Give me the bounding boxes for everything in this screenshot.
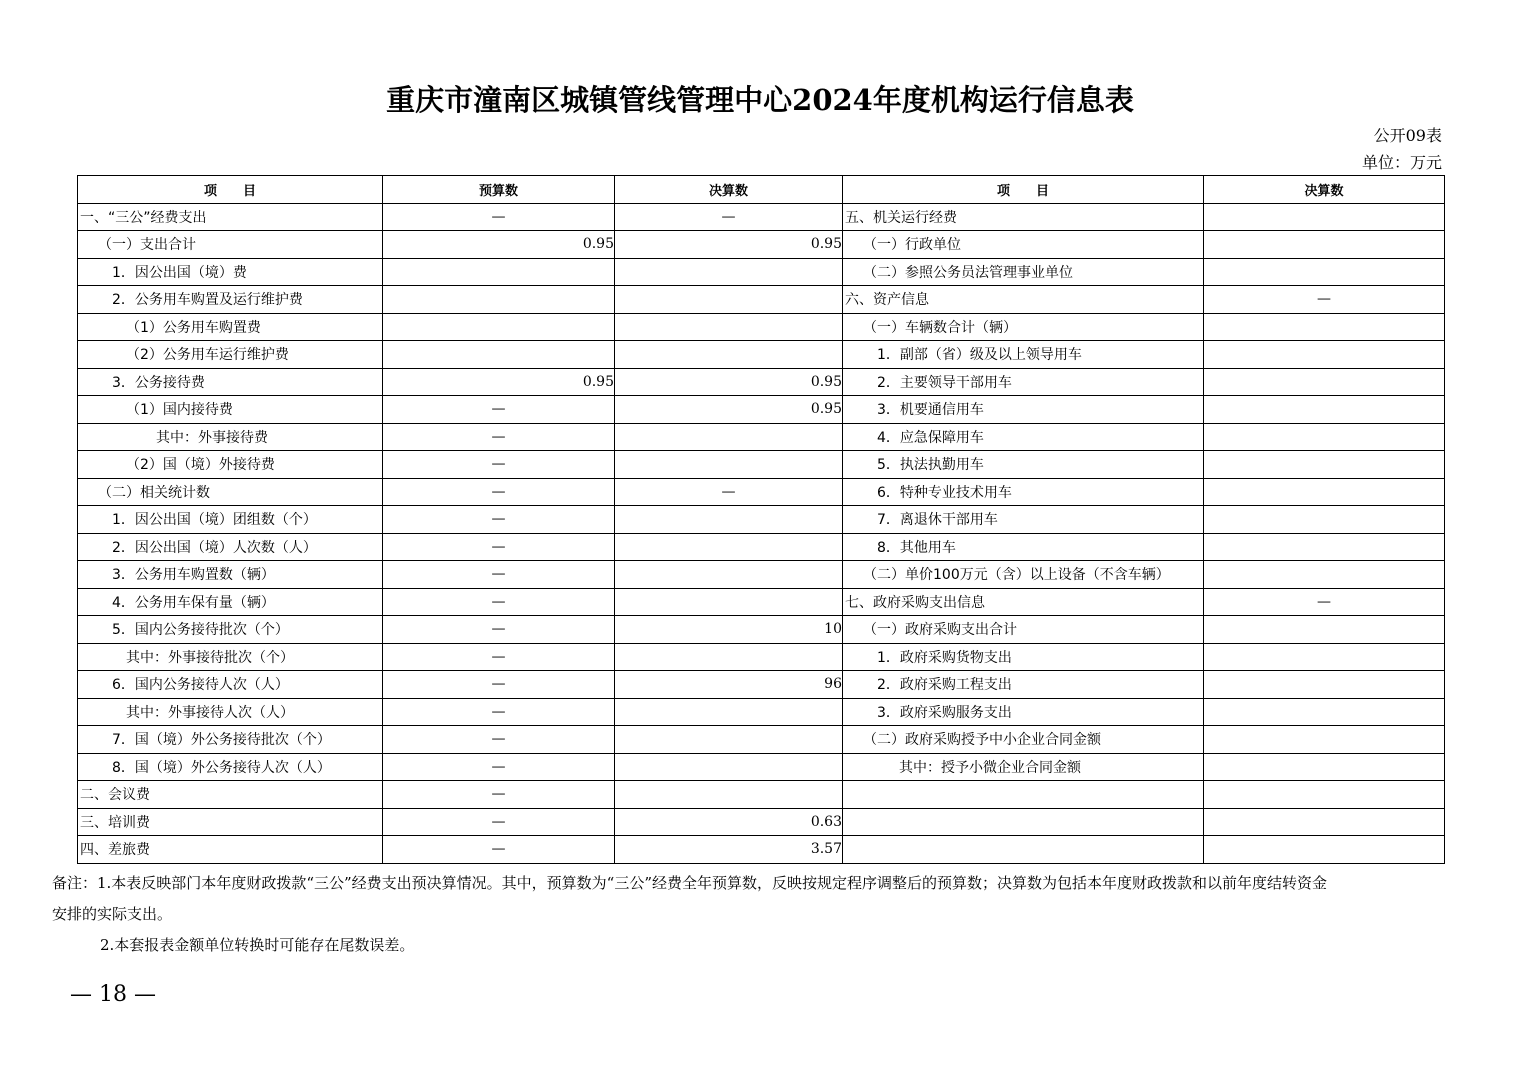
left-item-cell: 1．因公出国（境）团组数（个）: [78, 506, 383, 534]
budget-cell: —: [383, 836, 615, 864]
right-item-cell: （二）参照公务员法管理事业单位: [843, 258, 1204, 286]
final-cell: [615, 781, 843, 809]
budget-cell: —: [383, 781, 615, 809]
note-line-3: 2.本套报表金额单位转换时可能存在尾数误差。: [100, 936, 415, 954]
budget-cell: —: [383, 423, 615, 451]
table-row: [78, 423, 1445, 451]
final-cell: 3.57: [615, 836, 843, 864]
budget-cell: —: [383, 588, 615, 616]
left-item-cell: （1）公务用车购置费: [78, 313, 383, 341]
final-cell: [615, 753, 843, 781]
budget-cell: —: [383, 616, 615, 644]
header-budget: 预算数: [383, 176, 615, 204]
right-final-cell: [1204, 533, 1445, 561]
budget-cell: 0.95: [383, 368, 615, 396]
table-row: [78, 698, 1445, 726]
table-row: [78, 451, 1445, 479]
right-item-cell: （二）单价100万元（含）以上设备（不含车辆）: [843, 561, 1204, 589]
right-final-cell: [1204, 396, 1445, 424]
final-cell: 10: [615, 616, 843, 644]
table-row: [78, 671, 1445, 699]
info-table: [77, 175, 1445, 864]
table-row: [78, 396, 1445, 424]
right-final-cell: [1204, 808, 1445, 836]
table-row: [78, 231, 1445, 259]
table-code: 公开09表: [1373, 126, 1442, 145]
right-final-cell: [1204, 616, 1445, 644]
budget-cell: —: [383, 643, 615, 671]
right-final-cell: [1204, 231, 1445, 259]
right-final-cell: [1204, 753, 1445, 781]
budget-cell: —: [383, 533, 615, 561]
budget-cell: —: [383, 506, 615, 534]
final-cell: [615, 643, 843, 671]
budget-cell: [383, 341, 615, 369]
right-final-cell: [1204, 836, 1445, 864]
final-cell: [615, 313, 843, 341]
table-row: [78, 478, 1445, 506]
note-line-2: 安排的实际支出。: [52, 905, 173, 923]
right-final-cell: [1204, 506, 1445, 534]
header-left-item: 项 目: [78, 176, 383, 204]
table-row: [78, 368, 1445, 396]
right-item-cell: 5．执法执勤用车: [843, 451, 1204, 479]
note-line-1: 备注：1.本表反映部门本年度财政拨款“三公”经费支出预决算情况。其中，预算数为“三公”经费全年预算数，反映按规定程序调整后的预算数；决算数为包括本年度财政拨款和以前年度结转资金: [52, 874, 1327, 892]
right-item-cell: 7．离退休干部用车: [843, 506, 1204, 534]
left-item-cell: （一）支出合计: [78, 231, 383, 259]
table-row: [78, 808, 1445, 836]
left-item-cell: 其中：外事接待费: [78, 423, 383, 451]
right-item-cell: 8．其他用车: [843, 533, 1204, 561]
right-final-cell: [1204, 643, 1445, 671]
header-final: 决算数: [615, 176, 843, 204]
right-final-cell: —: [1204, 588, 1445, 616]
right-final-cell: [1204, 368, 1445, 396]
table-row: [78, 341, 1445, 369]
table-row: [78, 203, 1445, 231]
final-cell: [615, 341, 843, 369]
right-item-cell: [843, 836, 1204, 864]
right-final-cell: [1204, 561, 1445, 589]
left-item-cell: 4．公务用车保有量（辆）: [78, 588, 383, 616]
budget-cell: —: [383, 396, 615, 424]
table-row: [78, 561, 1445, 589]
final-cell: [615, 506, 843, 534]
left-item-cell: （2）国（境）外接待费: [78, 451, 383, 479]
budget-cell: —: [383, 478, 615, 506]
final-cell: [615, 423, 843, 451]
header-right-final: 决算数: [1204, 176, 1445, 204]
right-item-cell: [843, 808, 1204, 836]
budget-cell: —: [383, 203, 615, 231]
left-item-cell: 3．公务接待费: [78, 368, 383, 396]
right-item-cell: 其中：授予小微企业合同金额: [843, 753, 1204, 781]
right-item-cell: 五、机关运行经费: [843, 203, 1204, 231]
notes: [52, 868, 1472, 961]
right-item-cell: 2．政府采购工程支出: [843, 671, 1204, 699]
table-row: [78, 836, 1445, 864]
left-item-cell: 6．国内公务接待人次（人）: [78, 671, 383, 699]
left-item-cell: 2．公务用车购置及运行维护费: [78, 286, 383, 314]
budget-cell: —: [383, 808, 615, 836]
right-item-cell: 6．特种专业技术用车: [843, 478, 1204, 506]
left-item-cell: 8．国（境）外公务接待人次（人）: [78, 753, 383, 781]
header-right-item: 项 目: [843, 176, 1204, 204]
table-row: [78, 726, 1445, 754]
left-item-cell: 其中：外事接待人次（人）: [78, 698, 383, 726]
budget-cell: [383, 258, 615, 286]
budget-cell: —: [383, 698, 615, 726]
table-row: [78, 616, 1445, 644]
final-cell: —: [615, 203, 843, 231]
final-cell: [615, 588, 843, 616]
table-row: [78, 286, 1445, 314]
table-row: [78, 643, 1445, 671]
right-item-cell: 3．机要通信用车: [843, 396, 1204, 424]
page-title: 重庆市潼南区城镇管线管理中心2024年度机构运行信息表: [386, 83, 1134, 117]
page-number: — 18 —: [70, 982, 156, 1007]
right-item-cell: 七、政府采购支出信息: [843, 588, 1204, 616]
right-final-cell: [1204, 451, 1445, 479]
right-final-cell: [1204, 698, 1445, 726]
right-final-cell: [1204, 726, 1445, 754]
left-item-cell: （二）相关统计数: [78, 478, 383, 506]
final-cell: —: [615, 478, 843, 506]
left-item-cell: 1．因公出国（境）费: [78, 258, 383, 286]
right-item-cell: （二）政府采购授予中小企业合同金额: [843, 726, 1204, 754]
table-row: [78, 258, 1445, 286]
table-row: [78, 533, 1445, 561]
left-item-cell: （2）公务用车运行维护费: [78, 341, 383, 369]
right-final-cell: [1204, 258, 1445, 286]
left-item-cell: 一、“三公”经费支出: [78, 203, 383, 231]
right-item-cell: 4．应急保障用车: [843, 423, 1204, 451]
right-item-cell: 1．副部（省）级及以上领导用车: [843, 341, 1204, 369]
final-cell: [615, 561, 843, 589]
left-item-cell: （1）国内接待费: [78, 396, 383, 424]
left-item-cell: 5．国内公务接待批次（个）: [78, 616, 383, 644]
budget-cell: 0.95: [383, 231, 615, 259]
final-cell: 0.63: [615, 808, 843, 836]
right-item-cell: （一）车辆数合计（辆）: [843, 313, 1204, 341]
right-final-cell: [1204, 203, 1445, 231]
right-final-cell: [1204, 313, 1445, 341]
right-item-cell: （一）行政单位: [843, 231, 1204, 259]
final-cell: 0.95: [615, 368, 843, 396]
budget-cell: —: [383, 561, 615, 589]
final-cell: 0.95: [615, 231, 843, 259]
left-item-cell: 2．因公出国（境）人次数（人）: [78, 533, 383, 561]
table-row: [78, 588, 1445, 616]
right-final-cell: [1204, 671, 1445, 699]
right-final-cell: [1204, 781, 1445, 809]
final-cell: [615, 286, 843, 314]
budget-cell: [383, 286, 615, 314]
table-body: [78, 203, 1445, 863]
left-item-cell: 三、培训费: [78, 808, 383, 836]
table-row: [78, 506, 1445, 534]
table-row: [78, 753, 1445, 781]
right-item-cell: 六、资产信息: [843, 286, 1204, 314]
right-final-cell: [1204, 478, 1445, 506]
right-final-cell: —: [1204, 286, 1445, 314]
budget-cell: —: [383, 726, 615, 754]
budget-cell: [383, 313, 615, 341]
final-cell: [615, 533, 843, 561]
left-item-cell: 四、差旅费: [78, 836, 383, 864]
final-cell: [615, 698, 843, 726]
final-cell: [615, 258, 843, 286]
budget-cell: —: [383, 753, 615, 781]
budget-cell: —: [383, 671, 615, 699]
right-item-cell: [843, 781, 1204, 809]
table-row: [78, 781, 1445, 809]
right-final-cell: [1204, 341, 1445, 369]
final-cell: 0.95: [615, 396, 843, 424]
left-item-cell: 其中：外事接待批次（个）: [78, 643, 383, 671]
left-item-cell: 7．国（境）外公务接待批次（个）: [78, 726, 383, 754]
final-cell: 96: [615, 671, 843, 699]
final-cell: [615, 451, 843, 479]
right-final-cell: [1204, 423, 1445, 451]
right-item-cell: 1．政府采购货物支出: [843, 643, 1204, 671]
unit-label: 单位：万元: [1361, 153, 1442, 172]
right-item-cell: 3．政府采购服务支出: [843, 698, 1204, 726]
table-row: [78, 313, 1445, 341]
right-item-cell: 2．主要领导干部用车: [843, 368, 1204, 396]
left-item-cell: 3．公务用车购置数（辆）: [78, 561, 383, 589]
right-item-cell: （一）政府采购支出合计: [843, 616, 1204, 644]
table-header-row: [78, 176, 1445, 204]
left-item-cell: 二、会议费: [78, 781, 383, 809]
final-cell: [615, 726, 843, 754]
budget-cell: —: [383, 451, 615, 479]
